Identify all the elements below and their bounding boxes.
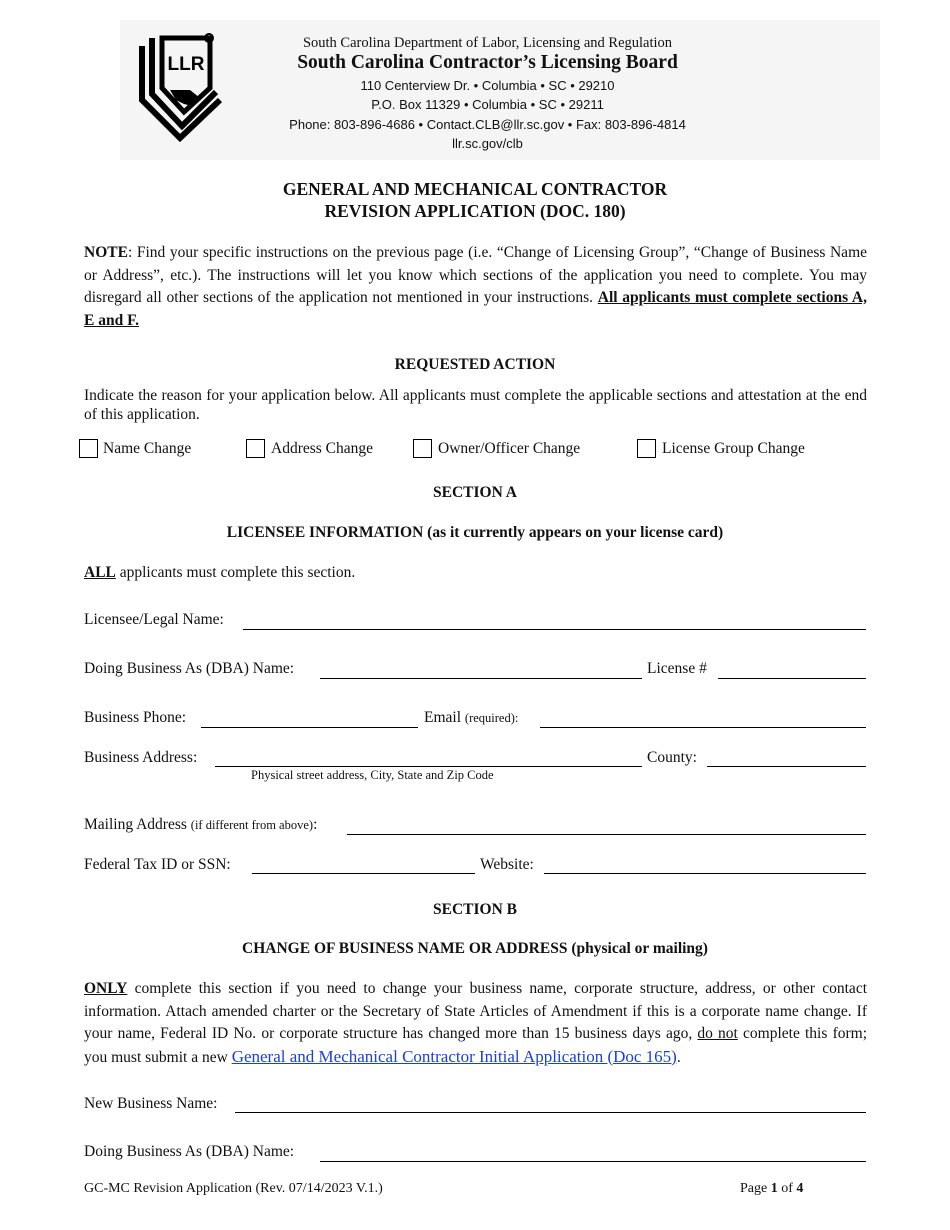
county-field[interactable] (707, 766, 866, 767)
section-b-text-part1: complete this section if you need to change your business name, corporate structure, address, or other contact information. Attach amended charter or the Secretary of State Articles of Amendment if this is a corporate name change. If your name, Federal ID No. or corporate structure has changed more than 15 business days ago, (84, 980, 867, 1042)
mailing-address-label-text: Mailing Address (84, 816, 187, 833)
page-of: of (777, 1181, 797, 1196)
website-field[interactable] (544, 873, 866, 874)
tax-id-label: Federal Tax ID or SSN: (84, 856, 231, 873)
section-b-subheading: CHANGE OF BUSINESS NAME OR ADDRESS (physical or mailing) (242, 940, 708, 957)
note-paragraph (84, 242, 867, 332)
page-indicator (740, 1181, 803, 1197)
section-b-only-emphasis: ONLY (84, 980, 128, 997)
section-a-subheading: LICENSEE INFORMATION (as it currently appears on your license card) (226, 524, 724, 541)
owner-officer-change-checkbox[interactable] (413, 439, 432, 458)
section-a-intro (84, 564, 355, 582)
requested-action-heading: REQUESTED ACTION (394, 356, 556, 373)
new-dba-name-label: Doing Business As (DBA) Name: (84, 1143, 295, 1160)
name-change-label: Name Change (103, 440, 192, 457)
note-emphasis: All applicants must complete sections A, E and F. (84, 289, 867, 329)
license-group-change-checkbox[interactable] (637, 439, 656, 458)
new-business-name-field[interactable] (235, 1112, 866, 1113)
section-a-intro-text: applicants must complete this section. (115, 564, 356, 581)
email-required-note: (required): (464, 711, 519, 725)
section-b-text-end: . (676, 1048, 681, 1066)
business-address-label: Business Address: (84, 749, 198, 766)
business-phone-field[interactable] (201, 727, 418, 728)
address-change-checkbox[interactable] (246, 439, 265, 458)
mailing-address-colon: : (313, 816, 318, 833)
email-label-text: Email (424, 709, 462, 726)
license-group-change-label: License Group Change (662, 440, 805, 457)
department-name: South Carolina Department of Labor, Licensing and Regulation (302, 35, 673, 51)
license-number-label: License # (647, 660, 707, 677)
page-label: Page (740, 1181, 771, 1196)
website-label: Website: (480, 856, 534, 873)
mailing-address-label (84, 816, 317, 834)
business-address-hint: Physical street address, City, State and Zip Code (251, 768, 494, 782)
street-address: 110 Centerview Dr. • Columbia • SC • 29210 (360, 78, 615, 93)
form-title-line2: REVISION APPLICATION (DOC. 180) (324, 201, 626, 221)
section-a-intro-emphasis: ALL (84, 564, 116, 581)
page-number: 1 (770, 1181, 778, 1196)
county-label: County: (647, 749, 697, 766)
legal-name-label: Licensee/Legal Name: (84, 611, 224, 628)
name-change-checkbox[interactable] (79, 439, 98, 458)
section-b-heading: SECTION B (433, 901, 517, 918)
form-title-line1: GENERAL AND MECHANICAL CONTRACTOR (282, 179, 668, 199)
license-number-field[interactable] (718, 678, 866, 679)
dba-name-field[interactable] (320, 678, 642, 679)
dba-name-label: Doing Business As (DBA) Name: (84, 660, 295, 677)
board-name: South Carolina Contractor’s Licensing Board (297, 52, 678, 73)
requested-action-text: Indicate the reason for your application below. All applicants must complete the applicable sections and attestation at the end of this application. (84, 387, 867, 423)
tax-id-field[interactable] (252, 873, 475, 874)
owner-officer-change-label: Owner/Officer Change (438, 440, 581, 457)
new-business-name-label: New Business Name: (84, 1095, 218, 1112)
new-dba-name-field[interactable] (320, 1161, 866, 1162)
address-change-label: Address Change (271, 440, 374, 457)
website-url: llr.sc.gov/clb (452, 136, 523, 151)
page-total: 4 (796, 1181, 804, 1196)
section-b-text-part2: complete this form; you must submit a new (84, 1025, 868, 1066)
mailing-address-note: (if different from above) (190, 818, 314, 832)
legal-name-field[interactable] (243, 629, 866, 630)
note-text: : Find your specific instructions on the previous page (i.e. “Change of Licensing Group”, “Change of Business Name or Address”, etc.). The instructions will let you know which sections of the application you need to complete. You may disregard all other sections of the application not mentioned in your instructions. (84, 244, 867, 306)
business-address-field[interactable] (215, 766, 642, 767)
form-revision-id: GC-MC Revision Application (Rev. 07/14/2023 V.1.) (84, 1181, 383, 1196)
section-b-do-not: do not (697, 1025, 738, 1042)
mailing-address-field[interactable] (347, 834, 866, 835)
logo-text: LLR (167, 54, 205, 75)
note-label: NOTE (84, 244, 128, 261)
email-field[interactable] (540, 727, 866, 728)
section-b-instructions (84, 978, 867, 1069)
section-a-heading: SECTION A (433, 484, 517, 501)
business-phone-label: Business Phone: (84, 709, 187, 726)
initial-application-link[interactable]: General and Mechanical Contractor Initial Application (Doc 165) (231, 1046, 677, 1066)
po-box-address: P.O. Box 11329 • Columbia • SC • 29211 (371, 97, 604, 112)
email-label (424, 709, 518, 727)
contact-info: Phone: 803-896-4686 • Contact.CLB@llr.sc.gov • Fax: 803-896-4814 (289, 117, 686, 132)
